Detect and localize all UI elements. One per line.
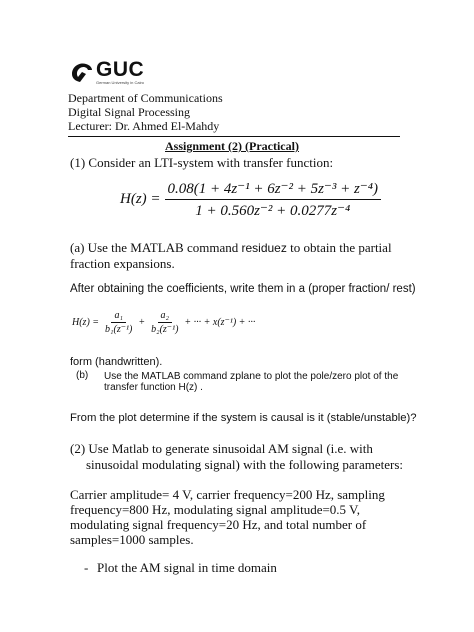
pf-lhs: H(z) = — [72, 317, 100, 328]
assignment-title: Assignment (2) (Practical) — [165, 139, 299, 153]
residuez-command: residuez — [241, 241, 287, 255]
params-line-4: samples=1000 samples. — [70, 532, 194, 547]
part-b-line2: transfer function H(z) . — [104, 382, 203, 393]
bullet-text: Plot the AM signal in time domain — [97, 560, 277, 575]
logo — [70, 58, 180, 86]
equation-numerator: 0.08(1 + 4z⁻¹ + 6z⁻² + 5z⁻³ + z⁻⁴) — [165, 179, 381, 200]
bullet-dash: - — [84, 560, 89, 575]
logo-text: GUC — [96, 58, 145, 81]
equation-denominator: 1 + 0.560z⁻² + 0.0277z⁻⁴ — [195, 203, 351, 219]
form-handwritten-text: form (handwritten). — [70, 356, 163, 368]
pf-a2: a₂ — [158, 310, 172, 323]
equation-lhs: H(z) = — [120, 191, 161, 207]
part-b-text-end: to plot the pole/zero plot of the — [260, 371, 399, 382]
q1-intro: (1) Consider an LTI-system with transfer function: — [70, 155, 334, 170]
header-divider — [68, 136, 400, 137]
part-a-text-end: to obtain the partial fraction expansions. — [70, 240, 392, 271]
zplane-command: zplane — [229, 370, 261, 382]
course-line: Digital Signal Processing — [68, 105, 190, 119]
pf-plus: + — [138, 317, 146, 328]
part-a — [70, 240, 410, 272]
pf-b2: b₂(z⁻¹) — [151, 324, 179, 335]
after-obtaining-text: After obtaining the coefficients, write them in a (proper fraction/ rest) — [70, 283, 416, 295]
guc-logo-icon — [70, 60, 94, 84]
part-b-text: Use the MATLAB command — [104, 371, 230, 382]
lecturer-line: Lecturer: Dr. Ahmed El-Mahdy — [68, 119, 220, 133]
params-line-3: modulating signal frequency=20 Hz, and total number of — [70, 517, 367, 532]
pf-rest: + ··· + x(z⁻¹) + ··· — [184, 317, 256, 328]
part-b-label: (b) — [76, 370, 89, 381]
department-line: Department of Communications — [68, 91, 223, 105]
pf-b1: b₁(z⁻¹) — [105, 324, 133, 335]
params-line-1: Carrier amplitude= 4 V, carrier frequency=200 Hz, sampling — [70, 487, 385, 502]
causal-question: From the plot determine if the system is causal is it (stable/unstable)? — [70, 412, 417, 424]
transfer-function-equation — [120, 179, 381, 220]
partial-fraction-formula — [72, 310, 255, 335]
logo-subtitle: German University in Cairo — [96, 80, 145, 85]
q2-line2: sinusoidal modulating signal) with the following parameters: — [86, 457, 404, 472]
pf-a1: a₁ — [111, 310, 125, 323]
part-a-text: (a) Use the MATLAB command — [70, 240, 242, 255]
q2-line1: (2) Use Matlab to generate sinusoidal AM signal (i.e. with — [70, 441, 373, 456]
params-line-2: frequency=800 Hz, modulating signal amplitude=0.5 V, — [70, 502, 361, 517]
